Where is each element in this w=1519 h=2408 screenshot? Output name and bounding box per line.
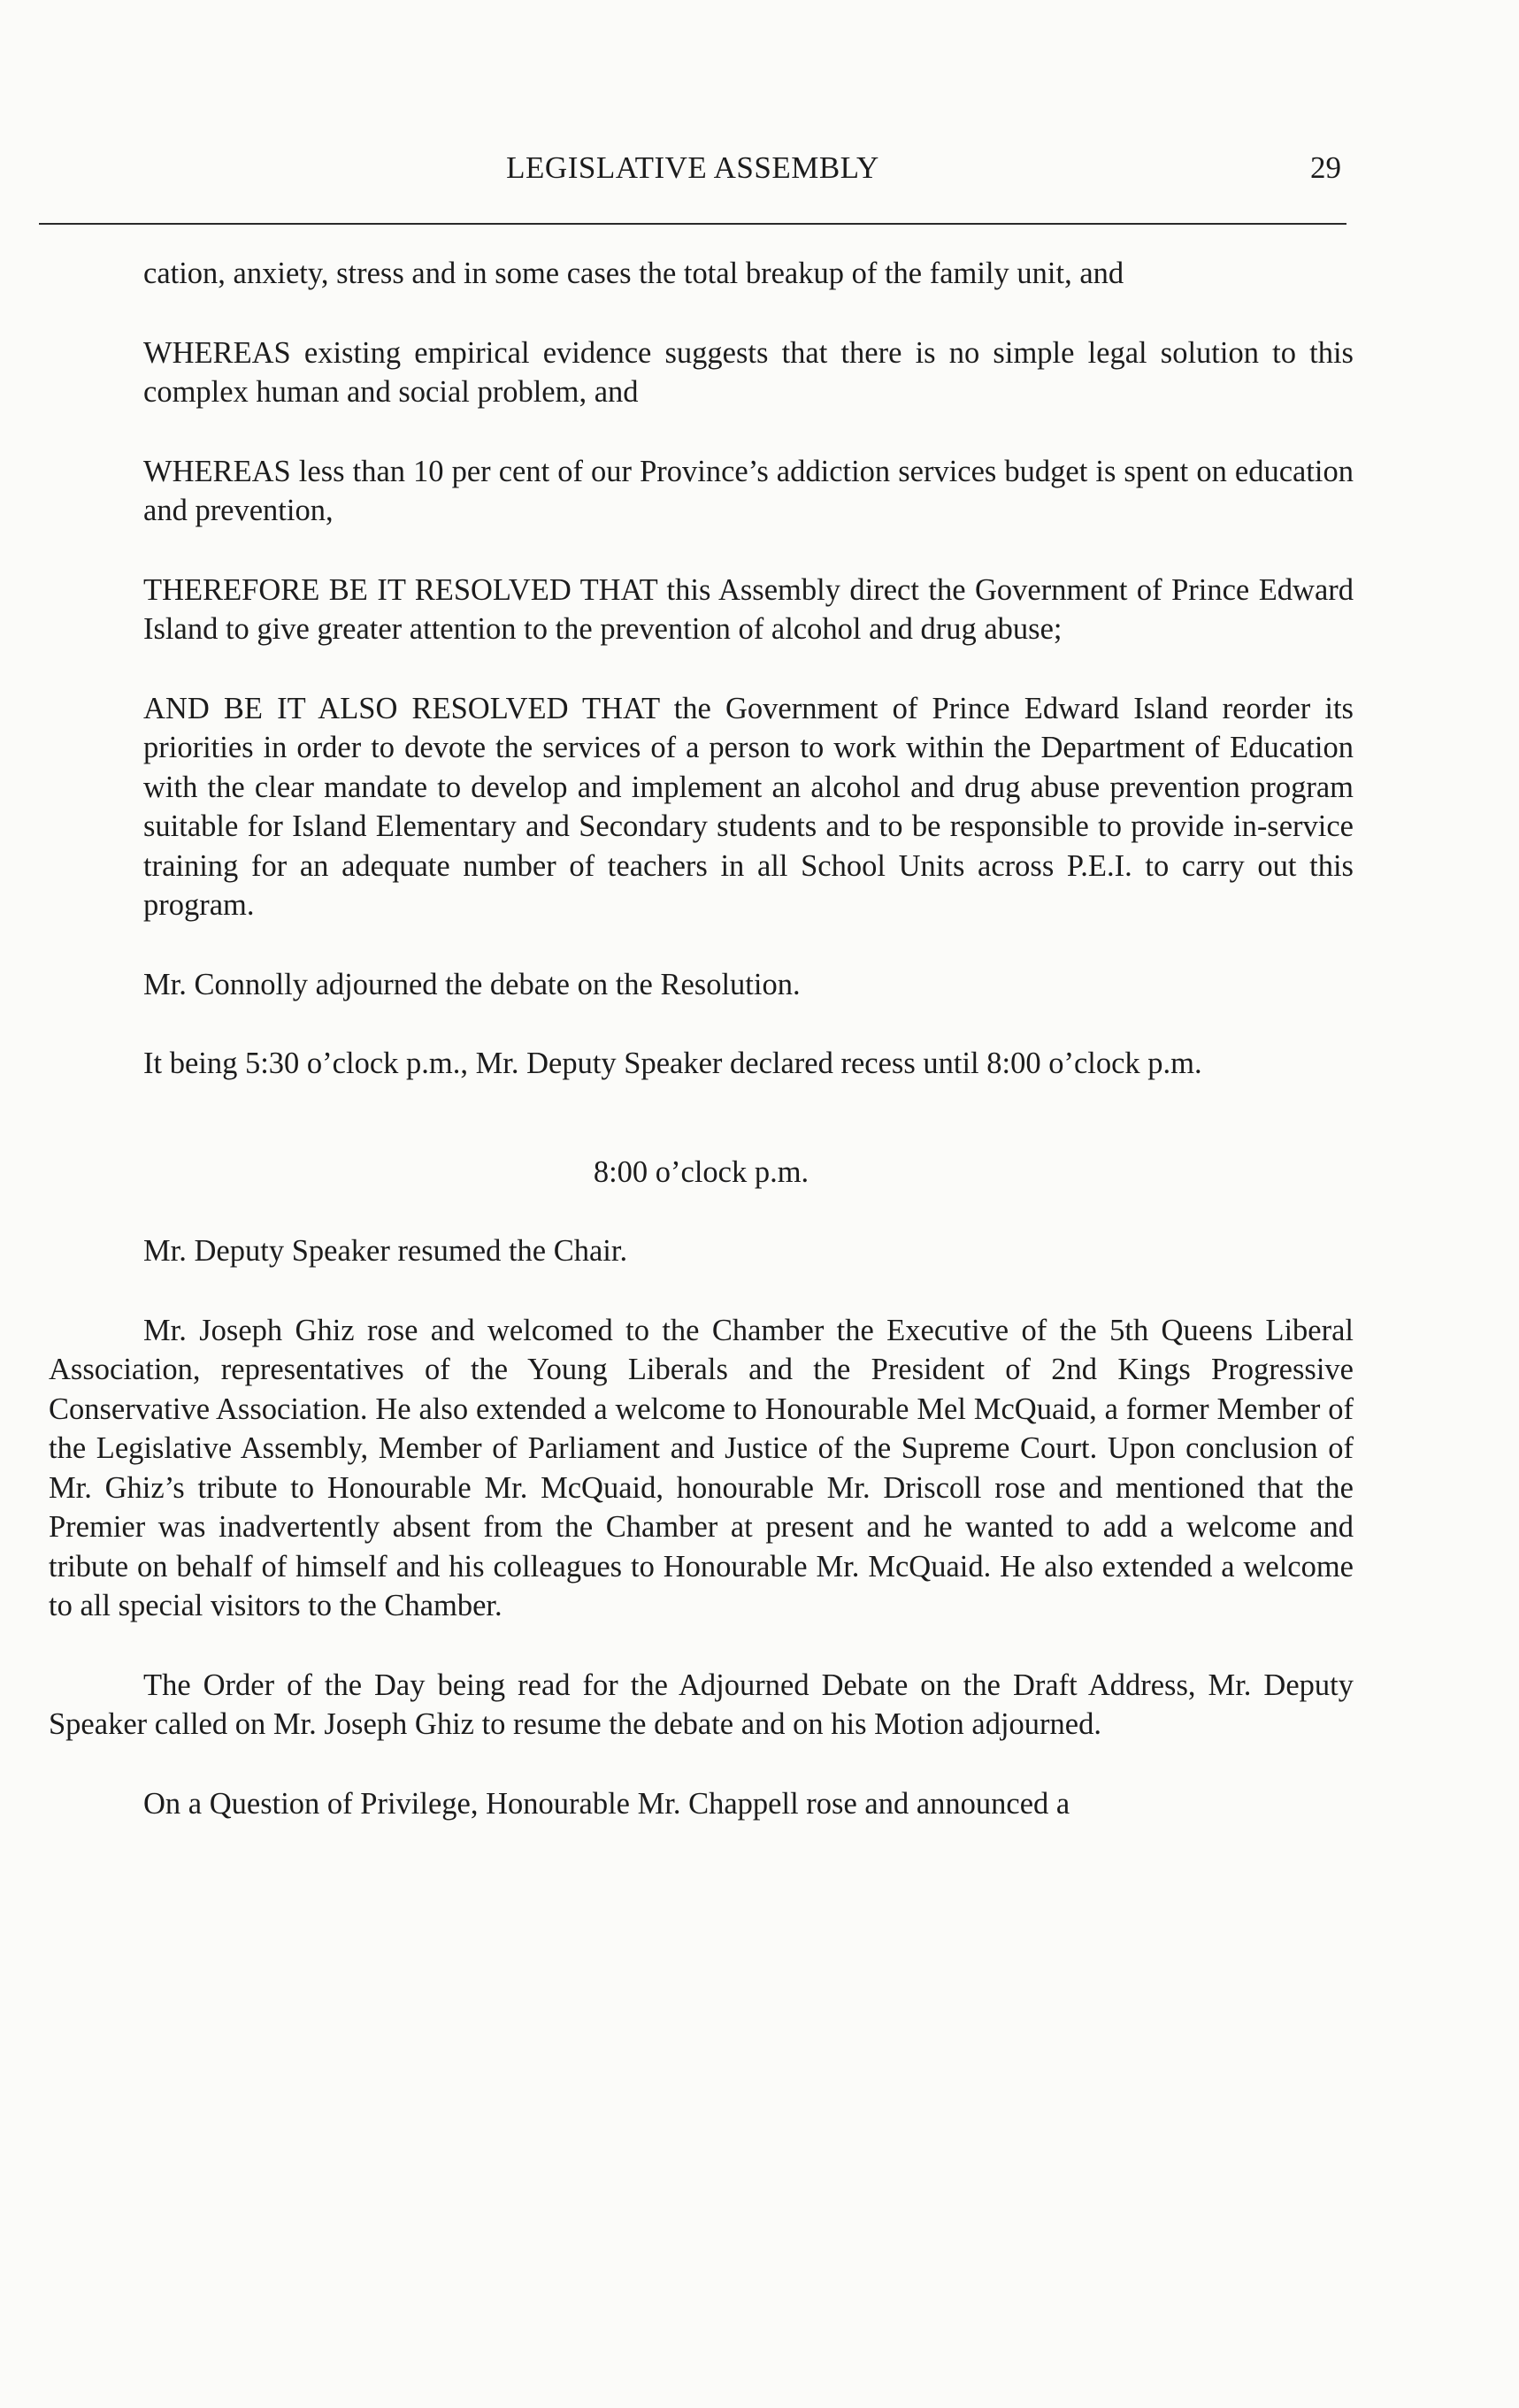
header-rule: [39, 223, 1346, 225]
paragraph-therefore-resolved: THEREFORE BE IT RESOLVED THAT this Assembly direct the Government of Prince Edward Island to give greater attention to the prevention of alcohol and drug abuse;: [143, 572, 1354, 646]
page-body: [49, 254, 1354, 1823]
paragraph-also-resolved: AND BE IT ALSO RESOLVED THAT the Government of Prince Edward Island reorder its priorities in order to devote the services of a person to work within the Department of Education with the clear mandate to develop and implement an alcohol and drug abuse prevention program suitable for Island Elementary and Secondary students and to be responsible to provide in-service training for an adequate number of teachers in all School Units across P.E.I. to carry out this program.: [143, 691, 1354, 922]
paragraph-whereas-budget: WHEREAS less than 10 per cent of our Province’s addiction services budget is spent on education and prevention,: [143, 454, 1354, 527]
page-number: 29: [1310, 150, 1341, 185]
paragraph-question-of-privilege: On a Question of Privilege, Honourable Mr. Chappell rose and announced a: [143, 1786, 1070, 1821]
paragraph-order-of-day: The Order of the Day being read for the Adjourned Debate on the Draft Address, Mr. Deputy Speaker called on Mr. Joseph Ghiz to resume the debate and on his Motion adjourned.: [49, 1668, 1354, 1741]
time-heading: 8:00 o’clock p.m.: [593, 1154, 809, 1189]
running-title: LEGISLATIVE ASSEMBLY: [506, 150, 879, 185]
paragraph-adjourned-debate: Mr. Connolly adjourned the debate on the Resolution.: [143, 967, 801, 1001]
paragraph-welcome: Mr. Joseph Ghiz rose and welcomed to the Chamber the Executive of the 5th Queens Liberal Association, representatives of the Young Liberals and the President of 2nd Kings Progressive Conservative Association. He also extended a welcome to Honourable Mel McQuaid, a former Member of the Legislative Assembly, Member of Parliament and Justice of the Supreme Court. Upon conclusion of Mr. Ghiz’s tribute to Honourable Mr. McQuaid, honourable Mr. Driscoll rose and mentioned that the Premier was inadvertently absent from the Chamber at present and he wanted to add a welcome and tribute on behalf of himself and his colleagues to Honourable Mr. McQuaid. He also extended a welcome to all special visitors to the Chamber.: [49, 1313, 1354, 1622]
page-header: [39, 150, 1346, 198]
paragraph-continuation: cation, anxiety, stress and in some cases the total breakup of the family unit, and: [143, 257, 1124, 290]
paragraph-whereas-evidence: WHEREAS existing empirical evidence suggests that there is no simple legal solution to this complex human and social problem, and: [143, 335, 1354, 409]
paragraph-resumed-chair: Mr. Deputy Speaker resumed the Chair.: [143, 1234, 628, 1268]
paragraph-recess: It being 5:30 o’clock p.m., Mr. Deputy Speaker declared recess until 8:00 o’clock p.m.: [143, 1047, 1202, 1080]
